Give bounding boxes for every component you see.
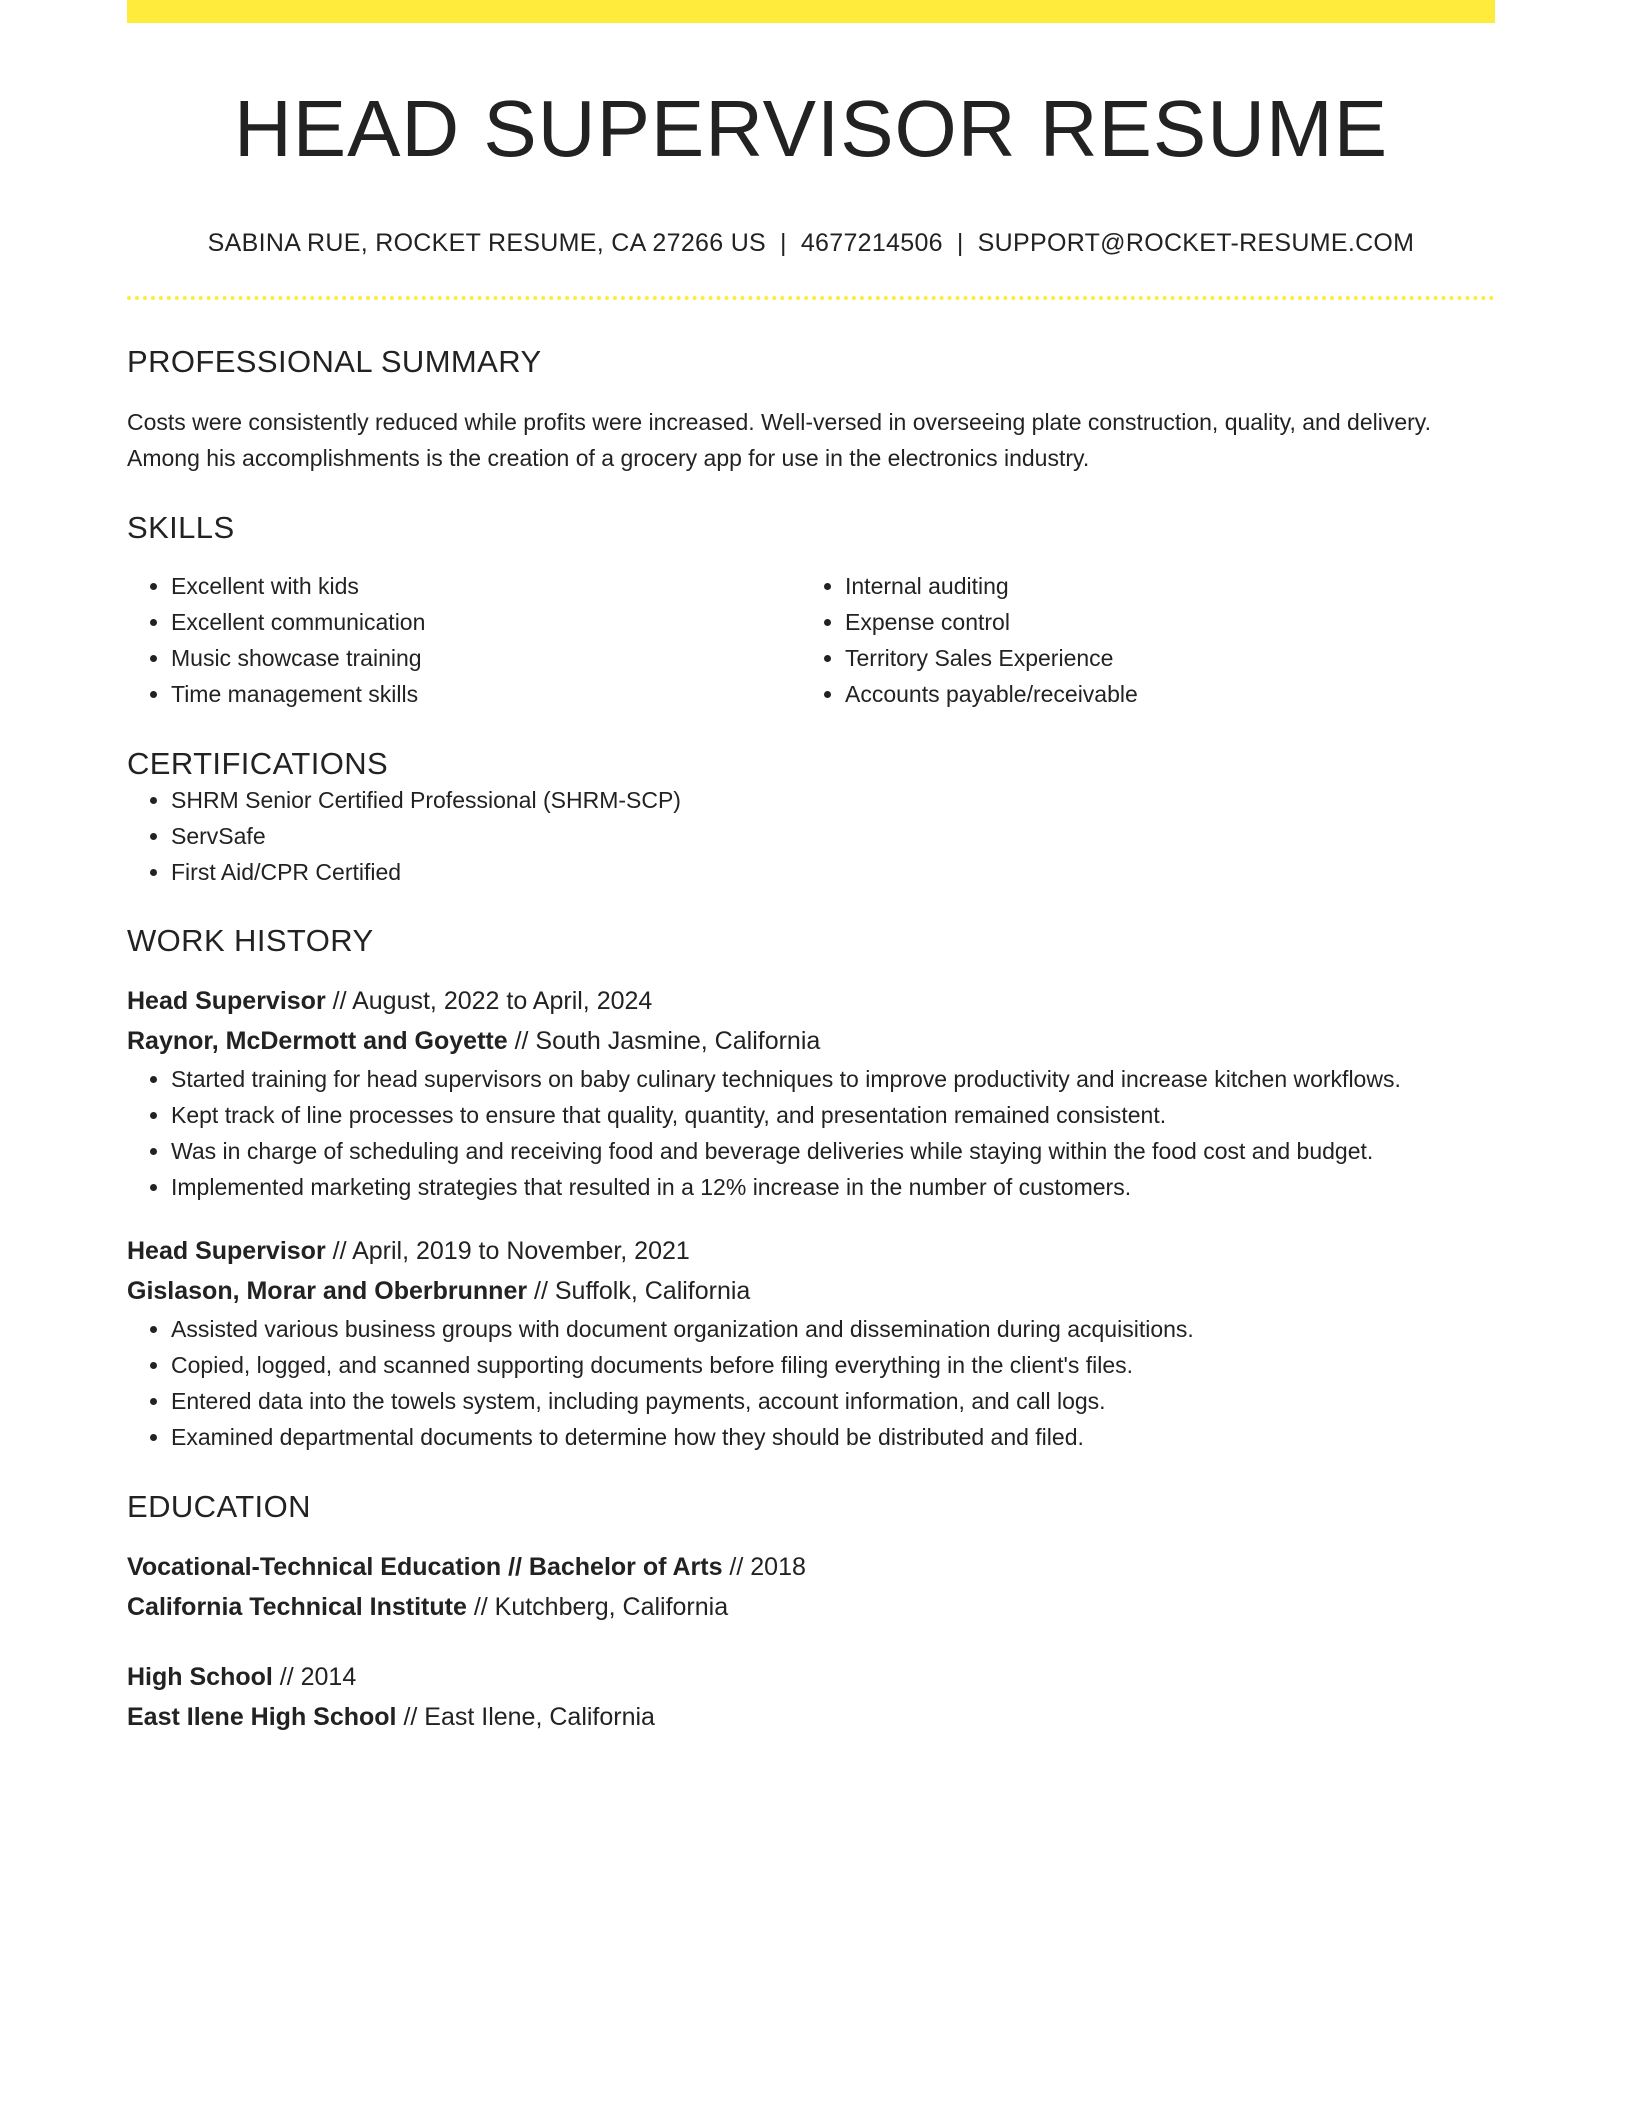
education-entry — [127, 1657, 1495, 1737]
job-bullets — [127, 1311, 1495, 1455]
skill-item: • Accounts payable/receivable — [845, 676, 1475, 712]
job-title-line — [127, 981, 1495, 1021]
contact-separator: | — [780, 229, 787, 257]
education-degree-line — [127, 1547, 1495, 1587]
resume-page — [127, 0, 1495, 1737]
contact-line — [127, 229, 1495, 258]
skills-list-right — [801, 568, 1475, 712]
summary-heading: PROFESSIONAL SUMMARY — [127, 344, 542, 379]
education-degree: High School — [127, 1663, 273, 1691]
job-bullets — [127, 1061, 1495, 1205]
education-school-line — [127, 1697, 1495, 1737]
skill-item: • Expense control — [845, 604, 1475, 640]
contact-separator: | — [956, 229, 964, 257]
job-title: Head Supervisor — [127, 987, 326, 1015]
summary-text: Costs were consistently reduced while profits were increased. Well-versed in overseeing plate construction, quality, and delivery. Among his accomplishments is the creation of a grocery app for use in the electronics industry. — [127, 409, 1431, 471]
contact-email: SUPPORT@ROCKET-RESUME.COM — [977, 229, 1415, 257]
skills-grid — [127, 568, 1495, 712]
job-title-line — [127, 1231, 1495, 1271]
certification-item: • First Aid/CPR Certified — [171, 854, 1495, 890]
skills-list-left — [127, 568, 801, 712]
education-school: California Technical Institute — [127, 1593, 467, 1621]
job-company-line — [127, 1021, 1495, 1061]
skill-item: • Time management skills — [171, 676, 801, 712]
certification-item: • SHRM Senior Certified Professional (SHRM-SCP) — [171, 782, 1495, 818]
certifications-list — [127, 782, 1495, 890]
job-location: // South Jasmine, California — [507, 1027, 821, 1055]
resume-title: HEAD SUPERVISOR RESUME — [233, 84, 1389, 173]
job-bullet: • Examined departmental documents to determine how they should be distributed and filed. — [171, 1419, 1495, 1455]
job-company: Raynor, McDermott and Goyette — [127, 1027, 508, 1055]
job-entry — [127, 981, 1495, 1205]
job-bullet: • Started training for head supervisors on baby culinary techniques to improve productivity and increase kitchen workflows. — [171, 1061, 1495, 1097]
education-year: // 2014 — [272, 1663, 357, 1691]
top-accent-bar — [127, 0, 1495, 23]
job-dates: // April, 2019 to November, 2021 — [325, 1237, 690, 1265]
contact-address: SABINA RUE, ROCKET RESUME, CA 27266 US — [207, 229, 767, 257]
education-heading: EDUCATION — [127, 1489, 311, 1524]
skill-item: • Music showcase training — [171, 640, 801, 676]
certification-item: • ServSafe — [171, 818, 1495, 854]
education-degree: Vocational-Technical Education // Bachelor of Arts — [127, 1553, 723, 1581]
job-dates: // August, 2022 to April, 2024 — [325, 987, 653, 1015]
skills-column-right — [801, 568, 1475, 712]
certifications-heading: CERTIFICATIONS — [127, 746, 389, 781]
contact-phone: 4677214506 — [800, 229, 943, 257]
job-bullet: • Implemented marketing strategies that resulted in a 12% increase in the number of customers. — [171, 1169, 1495, 1205]
job-bullet: • Assisted various business groups with document organization and dissemination during acquisitions. — [171, 1311, 1495, 1347]
job-bullet: • Kept track of line processes to ensure that quality, quantity, and presentation remained consistent. — [171, 1097, 1495, 1133]
job-entry — [127, 1231, 1495, 1455]
education-school-line — [127, 1587, 1495, 1627]
skill-item: • Excellent communication — [171, 604, 801, 640]
education-year: // 2018 — [722, 1553, 806, 1581]
job-company: Gislason, Morar and Oberbrunner — [127, 1277, 528, 1305]
header-divider — [127, 296, 1495, 300]
job-company-line — [127, 1271, 1495, 1311]
skill-item: • Excellent with kids — [171, 568, 801, 604]
job-title: Head Supervisor — [127, 1237, 326, 1265]
education-location: // Kutchberg, California — [466, 1593, 729, 1621]
education-school: East Ilene High School — [127, 1703, 397, 1731]
skill-item: • Territory Sales Experience — [845, 640, 1475, 676]
skill-item: • Internal auditing — [845, 568, 1475, 604]
education-degree-line — [127, 1657, 1495, 1697]
education-location: // East Ilene, California — [396, 1703, 655, 1731]
job-bullet: • Copied, logged, and scanned supporting documents before filing everything in the client's files. — [171, 1347, 1495, 1383]
skills-heading: SKILLS — [127, 510, 235, 545]
job-bullet: • Entered data into the towels system, including payments, account information, and call logs. — [171, 1383, 1495, 1419]
work-history-heading: WORK HISTORY — [127, 923, 374, 958]
education-entry — [127, 1547, 1495, 1627]
job-location: // Suffolk, California — [527, 1277, 751, 1305]
job-bullet: • Was in charge of scheduling and receiving food and beverage deliveries while staying within the food cost and budget. — [171, 1133, 1495, 1169]
skills-column-left — [127, 568, 801, 712]
